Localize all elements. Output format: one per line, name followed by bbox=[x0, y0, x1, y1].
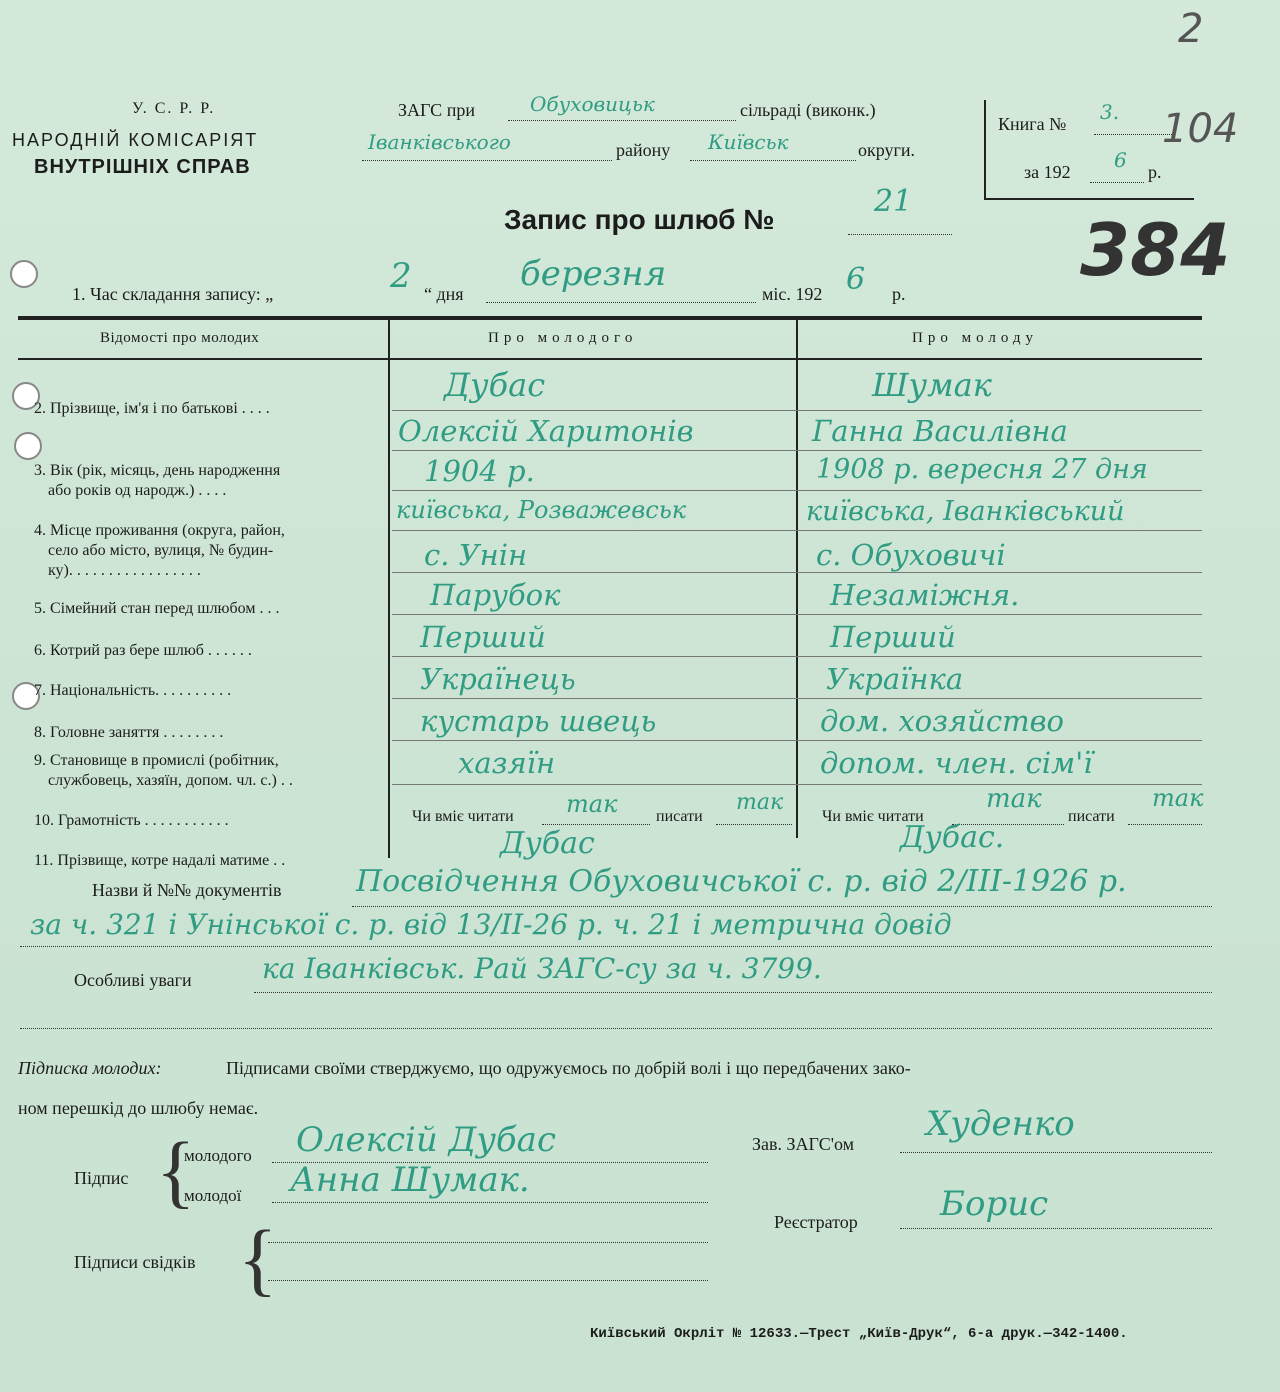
bride-sign-label: молодої bbox=[184, 1186, 242, 1205]
row-line bbox=[392, 698, 1202, 699]
groom-sign-label: молодого bbox=[184, 1146, 252, 1165]
bride-place-1: київська, Іванківський bbox=[806, 496, 1125, 527]
corner-mark: 2 bbox=[1178, 6, 1204, 52]
printer-imprint: Київський Окрліт № 12633.—Трест „Київ-Друк“, 6-а друк.—342-1400. bbox=[590, 1326, 1128, 1342]
statement-text-1: Підписами своїми стверджуємо, що одружуємось по добрій волі і що передбачених зако- bbox=[226, 1058, 911, 1078]
row-label-age: 3. Вік (рік, місяць, день народження bbox=[34, 462, 281, 479]
record-day: 2 bbox=[390, 256, 412, 296]
registrar-sign-line bbox=[900, 1228, 1212, 1229]
groom-write: так bbox=[736, 790, 784, 815]
bride-times: Перший bbox=[830, 620, 956, 654]
bride-status: Незаміжня. bbox=[830, 578, 1020, 612]
special-notes-label: Особливі уваги bbox=[74, 970, 192, 990]
table-header-rule bbox=[18, 358, 1202, 360]
bride-sign-line bbox=[272, 1202, 708, 1203]
commissariat-name: НАРОДНІЙ КОМІСАРІЯТ bbox=[12, 130, 259, 150]
row-line bbox=[392, 530, 1202, 531]
book-year: 6 bbox=[1114, 148, 1127, 172]
bride-write-label: писати bbox=[1068, 808, 1115, 825]
bride-write: так bbox=[1152, 784, 1204, 812]
zags-okrug-line bbox=[690, 160, 856, 161]
row-line bbox=[392, 740, 1202, 741]
row-label-position-2: службовець, хазяїн, допом. чл. с.) . . bbox=[48, 772, 293, 789]
record-title: Запис про шлюб № bbox=[504, 204, 775, 235]
rayonu-label: району bbox=[616, 140, 671, 160]
punch-hole bbox=[14, 432, 42, 460]
registrar-label: Реєстратор bbox=[774, 1212, 858, 1232]
head-sign-line bbox=[900, 1152, 1212, 1153]
archive-number: 104 bbox=[1162, 106, 1239, 152]
groom-future-surname: Дубас bbox=[500, 826, 595, 861]
row-line bbox=[392, 656, 1202, 657]
blank-line bbox=[20, 1028, 1212, 1029]
groom-status: Парубок bbox=[430, 578, 561, 612]
groom-place-1: київська, Розважевськ bbox=[396, 496, 687, 524]
bride-name: Ганна Василівна bbox=[812, 414, 1068, 448]
bride-signature: Анна Шумак. bbox=[290, 1160, 530, 1200]
witness-line-2 bbox=[268, 1280, 708, 1281]
groom-read-line bbox=[542, 824, 650, 825]
row-label-residence-3: ку). . . . . . . . . . . . . . . . . bbox=[48, 562, 201, 579]
col-info-header: Відомості про молодих bbox=[100, 330, 260, 346]
row-line bbox=[392, 784, 1202, 785]
bride-age: 1908 р. вересня 27 дня bbox=[816, 454, 1148, 485]
zags-rayon-line bbox=[362, 160, 612, 161]
documents-line-2 bbox=[20, 946, 1212, 947]
groom-nationality: Українець bbox=[420, 662, 576, 696]
book-year-line bbox=[1090, 182, 1144, 183]
row-label-age-2: або років од народж.) . . . . bbox=[48, 482, 227, 499]
bride-nationality: Українка bbox=[826, 662, 964, 696]
bride-place-2: с. Обуховичі bbox=[816, 538, 1006, 572]
groom-read: так bbox=[566, 790, 618, 818]
witness-line-1 bbox=[268, 1242, 708, 1243]
book-year-suffix: р. bbox=[1148, 162, 1162, 182]
zags-village: Обуховицьк bbox=[530, 92, 655, 116]
groom-write-label: писати bbox=[656, 808, 703, 825]
month-line bbox=[486, 302, 756, 303]
head-label: Зав. ЗАГС'ом bbox=[752, 1134, 854, 1154]
groom-write-line bbox=[716, 824, 792, 825]
special-notes-text: ка Іванківськ. Рай ЗАГС-су за ч. 3799. bbox=[262, 952, 822, 985]
groom-name: Олексій Харитонів bbox=[398, 414, 694, 448]
groom-signature: Олексій Дубас bbox=[296, 1120, 556, 1160]
signature-label: Підпис bbox=[74, 1168, 129, 1188]
book-box-bottom bbox=[984, 198, 1194, 200]
bride-read-label: Чи вміє читати bbox=[822, 808, 924, 825]
groom-surname: Дубас bbox=[444, 366, 546, 404]
day-suffix: “ дня bbox=[424, 284, 464, 304]
witnesses-label: Підписи свідків bbox=[74, 1252, 196, 1272]
groom-age: 1904 р. bbox=[424, 454, 535, 488]
registrar-signature: Борис bbox=[940, 1184, 1049, 1224]
groom-position: хазяїн bbox=[458, 746, 556, 780]
row-label-surname: 2. Прізвище, ім'я і по батькові . . . . bbox=[34, 400, 270, 417]
row-label-nationality: 7. Національність. . . . . . . . . . bbox=[34, 682, 232, 699]
row-label-marital: 5. Сімейний стан перед шлюбом . . . bbox=[34, 600, 280, 617]
bride-occupation: дом. хозяйство bbox=[820, 704, 1064, 738]
okrugy-label: округи. bbox=[858, 140, 916, 160]
row-line bbox=[392, 614, 1202, 615]
bride-future-surname: Дубас. bbox=[900, 820, 1005, 855]
bride-surname: Шумак bbox=[872, 366, 992, 404]
groom-place-2: с. Унін bbox=[424, 538, 528, 572]
time-label: 1. Час складання запису: „ bbox=[72, 284, 274, 304]
row-line bbox=[392, 410, 1202, 411]
row-label-residence: 4. Місце проживання (округа, район, bbox=[34, 522, 285, 539]
record-year: 6 bbox=[846, 262, 866, 297]
statement-label: Підписка молодих: bbox=[18, 1058, 162, 1078]
groom-read-label: Чи вміє читати bbox=[412, 808, 514, 825]
month-label: міс. 192 bbox=[762, 284, 823, 304]
bride-position: допом. член. сім'ї bbox=[820, 746, 1093, 780]
department-name: ВНУТРІШНІХ СПРАВ bbox=[34, 156, 251, 178]
zags-okrug: Київськ bbox=[708, 130, 789, 154]
table-divider-2 bbox=[796, 318, 798, 838]
row-line bbox=[392, 572, 1202, 573]
statement-text-2: ном перешкід до шлюбу немає. bbox=[18, 1098, 259, 1118]
documents-label: Назви й №№ документів bbox=[92, 880, 282, 900]
pencil-number: 384 bbox=[1080, 208, 1231, 292]
row-line bbox=[392, 490, 1202, 491]
row-label-residence-2: село або місто, вулиця, № будин- bbox=[48, 542, 274, 559]
head-signature: Худенко bbox=[926, 1104, 1075, 1144]
punch-hole bbox=[10, 260, 38, 288]
zags-prefix: ЗАГС при bbox=[398, 100, 475, 120]
zags-rayon: Іванківського bbox=[368, 130, 511, 154]
bride-read: так bbox=[986, 784, 1042, 814]
documents-line-1 bbox=[352, 906, 1212, 907]
book-year-label: за 192 bbox=[1024, 162, 1071, 182]
book-box-left bbox=[984, 100, 986, 200]
col-groom-header: Про молодого bbox=[488, 330, 638, 346]
book-label: Книга № bbox=[998, 114, 1067, 134]
record-number-line bbox=[848, 234, 952, 235]
groom-occupation: кустарь швець bbox=[420, 704, 657, 738]
book-number: 3. bbox=[1100, 100, 1120, 124]
silradi-label: сільраді (виконк.) bbox=[740, 100, 876, 120]
special-notes-line bbox=[254, 992, 1212, 993]
row-label-occupation: 8. Головне заняття . . . . . . . . bbox=[34, 724, 224, 741]
table-divider-1 bbox=[388, 318, 390, 858]
republic-name: У. С. Р. Р. bbox=[132, 100, 216, 117]
documents-text-2: за ч. 321 і Унінської с. р. від 13/II-26 р. ч. 21 і метрична довід bbox=[30, 908, 952, 941]
record-number: 21 bbox=[874, 184, 913, 219]
col-bride-header: Про молоду bbox=[912, 330, 1039, 346]
row-label-times: 6. Котрий раз бере шлюб . . . . . . bbox=[34, 642, 252, 659]
zags-village-line bbox=[508, 120, 736, 121]
groom-times: Перший bbox=[420, 620, 546, 654]
row-line bbox=[392, 450, 1202, 451]
witnesses-brace: { bbox=[238, 1213, 278, 1304]
row-label-literacy: 10. Грамотність . . . . . . . . . . . bbox=[34, 812, 229, 829]
documents-text-1: Посвідчення Обуховичської с. р. від 2/III-1926 р. bbox=[356, 864, 1127, 899]
record-month: березня bbox=[520, 254, 667, 294]
record-year-suffix: р. bbox=[892, 284, 906, 304]
bride-write-line bbox=[1128, 824, 1202, 825]
row-label-position: 9. Становище в промислі (робітник, bbox=[34, 752, 279, 769]
signature-brace: { bbox=[156, 1125, 196, 1216]
table-top-rule bbox=[18, 316, 1202, 320]
row-label-future-surname: 11. Прізвище, котре надалі матиме . . bbox=[34, 852, 286, 869]
